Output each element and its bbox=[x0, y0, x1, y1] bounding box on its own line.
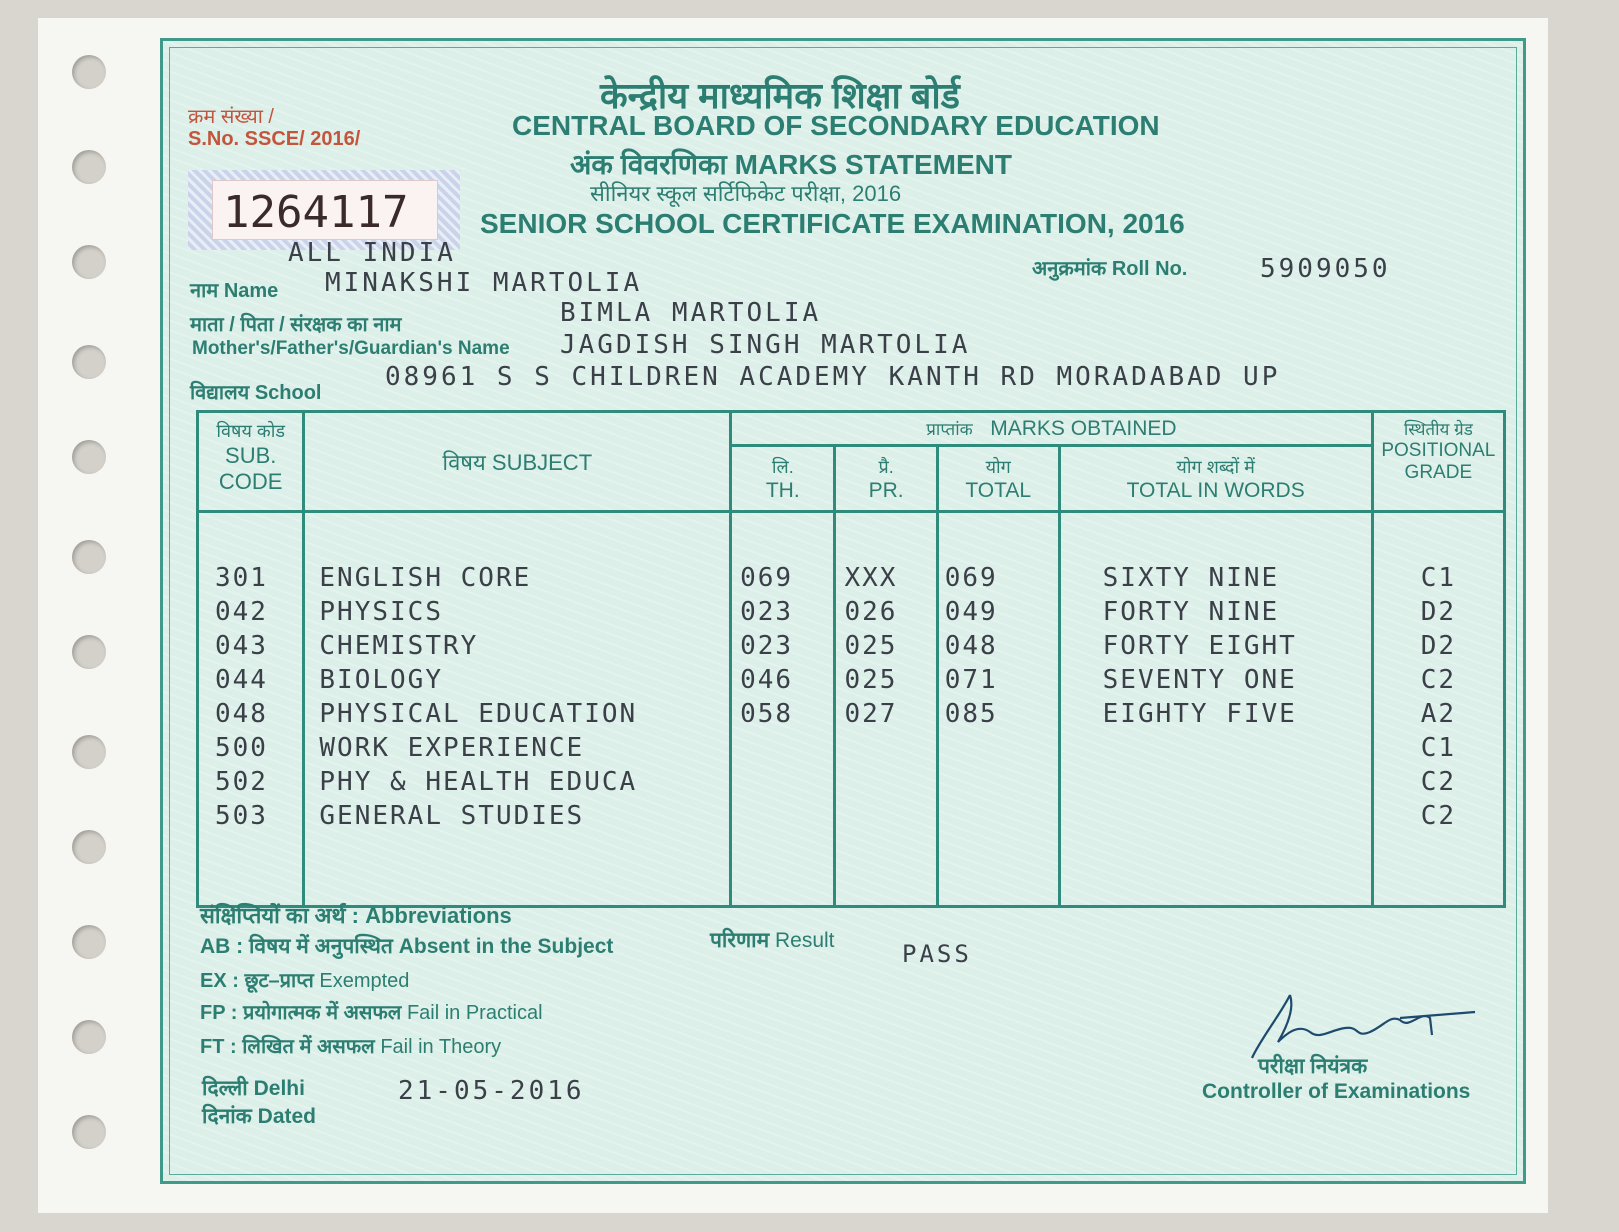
header-marks-obtained: प्राप्तांक MARKS OBTAINED bbox=[731, 412, 1373, 446]
issue-date: 21-05-2016 bbox=[398, 1076, 585, 1106]
cell-subject: CHEMISTRY bbox=[319, 631, 479, 661]
cell-subject: GENERAL STUDIES bbox=[319, 801, 585, 831]
cell-code: 500 bbox=[215, 733, 268, 763]
roll-label-hindi: अनुक्रमांक bbox=[1032, 258, 1107, 280]
punch-hole bbox=[72, 1020, 106, 1054]
school-label-hindi: विद्यालय bbox=[190, 382, 250, 404]
mother-name: BIMLA MARTOLIA bbox=[560, 298, 822, 328]
abbr-ex: Exempted bbox=[319, 970, 410, 992]
abbr-ab: Absent in the Subject bbox=[398, 935, 614, 958]
abbr-ab-hindi: AB : विषय में अनुपस्थित bbox=[200, 935, 393, 958]
cell-code: 301 bbox=[215, 563, 268, 593]
cell-words: EIGHTY FIVE bbox=[1102, 699, 1297, 729]
cell-total bbox=[945, 765, 1058, 799]
abbr-ex-hindi: EX : छूट–प्राप्त bbox=[200, 970, 314, 992]
cell-grade: D2 bbox=[1420, 597, 1456, 627]
cell-subject: BIOLOGY bbox=[319, 665, 443, 695]
dated-label-hindi: दिनांक bbox=[202, 1105, 252, 1128]
statement-title: MARKS STATEMENT bbox=[734, 149, 1012, 180]
controller-signature bbox=[1250, 990, 1480, 1060]
exam-title: SENIOR SCHOOL CERTIFICATE EXAMINATION, 2016 bbox=[480, 208, 1185, 239]
header-sub-code: विषय कोड SUB. CODE bbox=[198, 412, 304, 512]
column-code bbox=[198, 512, 304, 907]
cell-total: 049 bbox=[944, 597, 998, 627]
cell-total: 069 bbox=[944, 563, 998, 593]
punch-hole bbox=[72, 245, 106, 279]
punch-hole bbox=[72, 635, 106, 669]
abbreviations-title: Abbreviations bbox=[365, 903, 512, 928]
cell-th: 023 bbox=[740, 597, 794, 627]
punch-hole bbox=[72, 150, 106, 184]
cell-pr: XXX bbox=[844, 563, 898, 593]
cell-words: FORTY EIGHT bbox=[1102, 631, 1297, 661]
cell-th bbox=[740, 765, 833, 799]
punch-hole bbox=[72, 440, 106, 474]
cell-pr: 025 bbox=[844, 665, 898, 695]
cell-th: 069 bbox=[740, 563, 794, 593]
cell-total bbox=[945, 731, 1058, 765]
column-subject bbox=[304, 512, 731, 907]
cell-words bbox=[1103, 765, 1371, 799]
abbr-ft: Fail in Theory bbox=[380, 1036, 502, 1058]
school-label: School bbox=[254, 382, 322, 404]
header-subject: विषय SUBJECT bbox=[304, 412, 731, 512]
roll-label: Roll No. bbox=[1111, 258, 1188, 280]
place-label: Delhi bbox=[253, 1077, 305, 1100]
column-grade bbox=[1372, 512, 1504, 907]
column-theory bbox=[731, 512, 835, 907]
cell-code: 043 bbox=[215, 631, 268, 661]
cell-total: 048 bbox=[944, 631, 998, 661]
column-words bbox=[1059, 512, 1372, 907]
cell-words: SIXTY NINE bbox=[1102, 563, 1280, 593]
abbr-fp-hindi: FP : प्रयोगात्मक में असफल bbox=[200, 1002, 402, 1024]
cell-th: 023 bbox=[740, 631, 794, 661]
cell-subject: PHY & HEALTH EDUCA bbox=[319, 767, 638, 797]
statement-title-hindi: अंक विवरणिका bbox=[570, 149, 727, 180]
cell-words: FORTY NINE bbox=[1102, 597, 1280, 627]
result-label: Result bbox=[774, 929, 835, 952]
cell-grade: C1 bbox=[1420, 563, 1456, 593]
punch-hole bbox=[72, 345, 106, 379]
punch-hole bbox=[72, 735, 106, 769]
cell-subject: ENGLISH CORE bbox=[319, 563, 532, 593]
column-total bbox=[937, 512, 1059, 907]
cell-pr bbox=[844, 731, 935, 765]
abbr-fp: Fail in Practical bbox=[406, 1002, 543, 1024]
board-title: CENTRAL BOARD OF SECONDARY EDUCATION bbox=[512, 110, 1160, 141]
punch-hole bbox=[72, 830, 106, 864]
cell-th: 046 bbox=[740, 665, 794, 695]
cell-words: SEVENTY ONE bbox=[1102, 665, 1297, 695]
punch-hole bbox=[72, 925, 106, 959]
cell-grade: A2 bbox=[1420, 699, 1456, 729]
cell-code: 502 bbox=[215, 767, 268, 797]
cell-code: 042 bbox=[215, 597, 268, 627]
cell-code: 048 bbox=[215, 699, 268, 729]
header-positional-grade: स्थितीय ग्रेड POSITIONAL GRADE bbox=[1372, 412, 1504, 512]
cell-subject: WORK EXPERIENCE bbox=[319, 733, 585, 763]
abbreviations-title-hindi: संक्षिप्तियों का अर्थ : bbox=[200, 903, 359, 928]
cell-total bbox=[945, 799, 1058, 833]
place-label-hindi: दिल्ली bbox=[202, 1077, 248, 1100]
column-practical bbox=[835, 512, 937, 907]
name-label: Name bbox=[223, 280, 279, 302]
cell-subject: PHYSICAL EDUCATION bbox=[319, 699, 638, 729]
cell-total: 071 bbox=[944, 665, 998, 695]
student-name: MINAKSHI MARTOLIA bbox=[325, 268, 643, 298]
parent-label: Mother's/Father's/Guardian's Name bbox=[192, 338, 510, 359]
cell-pr bbox=[844, 799, 935, 833]
marks-table bbox=[196, 410, 1506, 908]
result-label-hindi: परिणाम bbox=[710, 929, 770, 952]
cell-grade: C2 bbox=[1420, 801, 1456, 831]
cell-th bbox=[740, 799, 833, 833]
exam-title-hindi: सीनियर स्कूल सर्टिफिकेट परीक्षा, 2016 bbox=[590, 181, 902, 206]
cell-th: 058 bbox=[740, 699, 794, 729]
header-total-in-words: योग शब्दों में TOTAL IN WORDS bbox=[1059, 446, 1372, 512]
dated-label: Dated bbox=[257, 1105, 317, 1128]
punch-hole bbox=[72, 55, 106, 89]
cell-pr bbox=[844, 765, 935, 799]
punch-hole bbox=[72, 1115, 106, 1149]
cell-code: 503 bbox=[215, 801, 268, 831]
roll-number: 5909050 bbox=[1260, 254, 1391, 284]
serial-label: S.No. SSCE/ 2016/ bbox=[188, 128, 361, 150]
cell-pr: 026 bbox=[844, 597, 898, 627]
cell-pr: 025 bbox=[844, 631, 898, 661]
abbr-ft-hindi: FT : लिखित में असफल bbox=[200, 1036, 375, 1058]
cell-th bbox=[740, 731, 833, 765]
cell-words bbox=[1103, 799, 1371, 833]
cell-total: 085 bbox=[944, 699, 998, 729]
controller-title: Controller of Examinations bbox=[1202, 1080, 1471, 1103]
region-text: ALL INDIA bbox=[288, 238, 456, 268]
controller-title-hindi: परीक्षा नियंत्रक bbox=[1258, 1055, 1368, 1078]
header-practical: प्रै. PR. bbox=[835, 446, 937, 512]
cell-grade: C1 bbox=[1420, 733, 1456, 763]
parent-label-hindi: माता / पिता / संरक्षक का नाम bbox=[190, 314, 402, 336]
name-label-hindi: नाम bbox=[190, 280, 219, 302]
header-theory: लि. TH. bbox=[731, 446, 835, 512]
cell-pr: 027 bbox=[844, 699, 898, 729]
result-value: PASS bbox=[902, 940, 972, 968]
punch-hole bbox=[72, 540, 106, 574]
serial-label-hindi: क्रम संख्या / bbox=[188, 106, 274, 128]
father-name: JAGDISH SINGH MARTOLIA bbox=[560, 330, 971, 360]
cell-grade: C2 bbox=[1420, 665, 1456, 695]
serial-number: 1264117 bbox=[223, 187, 409, 238]
cell-subject: PHYSICS bbox=[319, 597, 443, 627]
cell-grade: D2 bbox=[1420, 631, 1456, 661]
school-name: 08961 S S CHILDREN ACADEMY KANTH RD MORADABAD UP bbox=[385, 362, 1281, 392]
header-total: योग TOTAL bbox=[937, 446, 1059, 512]
cell-code: 044 bbox=[215, 665, 268, 695]
cell-grade: C2 bbox=[1420, 767, 1456, 797]
board-title-hindi: केन्द्रीय माध्यमिक शिक्षा बोर्ड bbox=[600, 75, 960, 116]
cell-words bbox=[1103, 731, 1371, 765]
